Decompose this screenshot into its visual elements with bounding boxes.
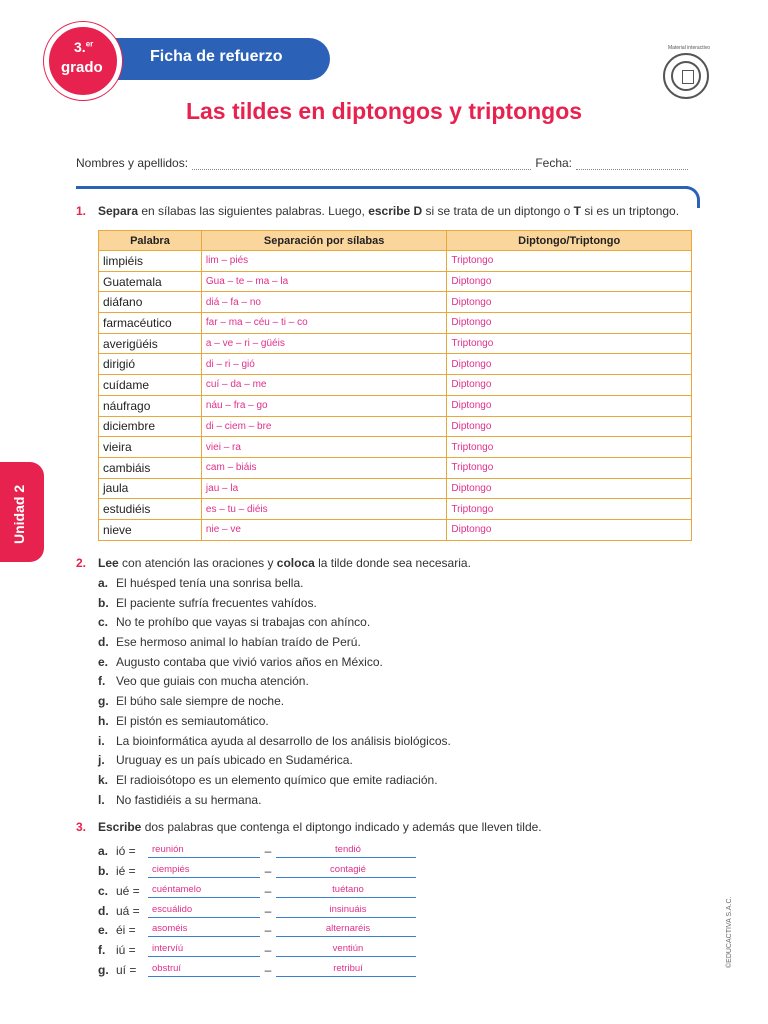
pair-row [98,878,416,898]
list-item [98,635,451,655]
item-letter: g. [98,963,109,978]
question-1: 1. Separa en sílabas las siguientes palabras. Luego, escribe D si se trata de un diptongo o T si es un triptongo. [76,204,680,218]
table-row [99,375,692,396]
table-row [99,292,692,313]
word-cell: náufrago [99,395,202,416]
list-item [98,734,451,754]
item-letter: g. [98,694,109,709]
table-row [99,395,692,416]
table-row [99,478,692,499]
answer-field-2[interactable]: tuétano [276,884,416,898]
answer-field-1[interactable]: ciempiés [148,864,260,878]
type-cell[interactable]: Diptongo [447,416,692,437]
list-item [98,773,451,793]
syllables-cell[interactable]: di – ciem – bre [201,416,446,437]
answer-field-2[interactable]: alternaréis [276,923,416,937]
divider-curve [678,186,700,208]
item-letter: d. [98,903,109,918]
name-date-line [76,156,692,170]
dash-separator: – [264,963,272,978]
type-cell[interactable]: Triptongo [447,251,692,272]
item-letter: i. [98,733,105,748]
item-letter: f. [98,943,106,958]
answer-field-1[interactable]: asoméis [148,923,260,937]
answer-field-2[interactable]: contagié [276,864,416,878]
diphthong-label: iú = [116,943,136,958]
list-item [98,674,451,694]
item-letter: l. [98,792,105,807]
item-text: No te prohíbo que vayas si trabajas con ahínco. [116,615,371,630]
item-text: Ese hermoso animal lo habían traído de Perú. [116,635,361,650]
list-item [98,694,451,714]
table-row [99,457,692,478]
sentence-list [98,576,451,812]
item-text: Uruguay es un país ubicado en Sudamérica. [116,753,353,768]
item-text: Augusto contaba que vivió varios años en México. [116,654,383,669]
answer-field-2[interactable]: insinuáis [276,904,416,918]
table-row [99,333,692,354]
item-letter: a. [98,576,109,590]
type-cell[interactable]: Diptongo [447,313,692,334]
syllables-cell[interactable]: far – ma – céu – ti – co [201,313,446,334]
table-row [99,499,692,520]
syllables-cell[interactable]: lim – piés [201,251,446,272]
item-letter: k. [98,772,109,787]
divider [76,186,688,189]
syllables-cell[interactable]: nie – ve [201,519,446,540]
date-field[interactable] [576,160,688,170]
item-letter: d. [98,635,109,650]
pair-row [98,957,416,977]
answer-field-1[interactable]: obstruí [148,963,260,977]
grade-number: 3.$^{er}$ [74,39,94,55]
syllables-cell[interactable]: diá – fa – no [201,292,446,313]
table-row [99,251,692,272]
table-row [99,416,692,437]
word-cell: cambiáis [99,457,202,478]
dash-separator: – [264,903,272,918]
pair-row [98,918,416,938]
date-label: Fecha: [535,156,572,170]
word-cell: farmacéutico [99,313,202,334]
item-letter: a. [98,843,109,858]
item-text: La bioinformática ayuda al desarrollo de los análisis biológicos. [116,733,451,748]
grade-word: grado [61,59,103,76]
word-pair-list [98,838,416,977]
list-item [98,615,451,635]
table-row [99,437,692,458]
answer-field-2[interactable]: retribuí [276,963,416,977]
dash-separator: – [264,943,272,958]
type-cell[interactable]: Diptongo [447,395,692,416]
word-cell: vieira [99,437,202,458]
item-text: El búho sale siempre de noche. [116,694,285,709]
item-text: El radioisótopo es un elemento químico que emite radiación. [116,772,438,787]
item-text: El paciente sufría frecuentes vahídos. [116,595,317,610]
table-header: Diptongo/Triptongo [447,231,692,251]
pair-row [98,937,416,957]
word-cell: diciembre [99,416,202,437]
table-row [99,271,692,292]
word-cell: Guatemala [99,271,202,292]
grade-badge [44,22,122,100]
answer-field-2[interactable]: tendió [276,844,416,858]
answer-field-1[interactable]: escuálido [148,904,260,918]
syllable-table [98,230,692,541]
word-cell: diáfano [99,292,202,313]
word-cell: averigüéis [99,333,202,354]
table-row [99,313,692,334]
type-cell[interactable]: Triptongo [447,499,692,520]
list-item [98,753,451,773]
syllables-cell[interactable]: es – tu – diéis [201,499,446,520]
dash-separator: – [264,883,272,898]
type-cell[interactable]: Diptongo [447,375,692,396]
dash-separator: – [264,843,272,858]
item-letter: j. [98,753,105,768]
item-text: El pistón es semiautomático. [116,713,269,728]
copyright: ©EDUCACTIVA S.A.C. [726,896,733,968]
type-cell[interactable]: Diptongo [447,292,692,313]
answer-field-1[interactable]: cuéntamelo [148,884,260,898]
syllables-cell[interactable]: Gua – te – ma – la [201,271,446,292]
type-cell[interactable]: Diptongo [447,478,692,499]
page-title: Las tildes en diptongos y triptongos [185,98,583,124]
type-cell[interactable]: Diptongo [447,519,692,540]
diphthong-label: ué = [116,883,140,898]
dash-separator: – [264,863,272,878]
table-header: Separación por sílabas [201,231,446,251]
answer-field-1[interactable]: reunión [148,844,260,858]
diphthong-label: uí = [116,963,137,978]
word-cell: cuídame [99,375,202,396]
type-cell[interactable]: Triptongo [447,457,692,478]
diphthong-label: ié = [116,863,136,878]
question-3: 3. Escribe dos palabras que contenga el diptongo indicado y además que lleven tilde. [76,820,542,834]
list-item [98,714,451,734]
item-letter: c. [98,883,109,898]
question-2: 2. Lee con atención las oraciones y coloca la tilde donde sea necesaria. [76,556,471,570]
item-letter: e. [98,923,109,938]
document-icon [682,70,694,84]
syllables-cell[interactable]: a – ve – ri – güéis [201,333,446,354]
badge-text: Material interactivo [668,45,710,51]
pair-row [98,838,416,858]
list-item [98,793,451,813]
syllables-cell[interactable]: cuí – da – me [201,375,446,396]
pair-row [98,898,416,918]
item-letter: b. [98,595,109,610]
word-cell: dirigió [99,354,202,375]
syllables-cell[interactable]: jau – la [201,478,446,499]
item-text: No fastidiéis a su hermana. [116,792,262,807]
pair-row [98,858,416,878]
item-letter: f. [98,674,106,689]
unit-tab: Unidad 2 [0,462,44,562]
answer-field-2[interactable]: ventiún [276,943,416,957]
diphthong-label: uá = [116,903,140,918]
item-letter: e. [98,654,109,669]
type-cell[interactable]: Triptongo [447,437,692,458]
word-cell: limpiéis [99,251,202,272]
table-row [99,519,692,540]
type-cell[interactable]: Diptongo [447,354,692,375]
item-text: El huésped tenía una sonrisa bella. [116,576,304,590]
syllables-cell[interactable]: di – ri – gió [201,354,446,375]
item-letter: c. [98,615,109,630]
answer-field-1[interactable]: intervíú [148,943,260,957]
word-cell: jaula [99,478,202,499]
name-field[interactable] [192,160,531,170]
syllables-cell[interactable]: cam – biáis [201,457,446,478]
list-item [98,596,451,616]
item-letter: b. [98,863,109,878]
syllables-cell[interactable]: viei – ra [201,437,446,458]
type-cell[interactable]: Diptongo [447,271,692,292]
list-item [98,576,451,596]
list-item [98,655,451,675]
diphthong-label: éi = [116,923,136,938]
type-cell[interactable]: Triptongo [447,333,692,354]
word-cell: nieve [99,519,202,540]
table-row [99,354,692,375]
word-cell: estudiéis [99,499,202,520]
interactive-material-badge [663,45,710,99]
table-header: Palabra [99,231,202,251]
diphthong-label: ió = [116,843,136,858]
item-text: Veo que guiais con mucha atención. [116,674,309,689]
item-letter: h. [98,713,109,728]
syllables-cell[interactable]: náu – fra – go [201,395,446,416]
name-label: Nombres y apellidos: [76,156,189,170]
sheet-type-label: Ficha de refuerzo [150,48,283,65]
dash-separator: – [264,923,272,938]
